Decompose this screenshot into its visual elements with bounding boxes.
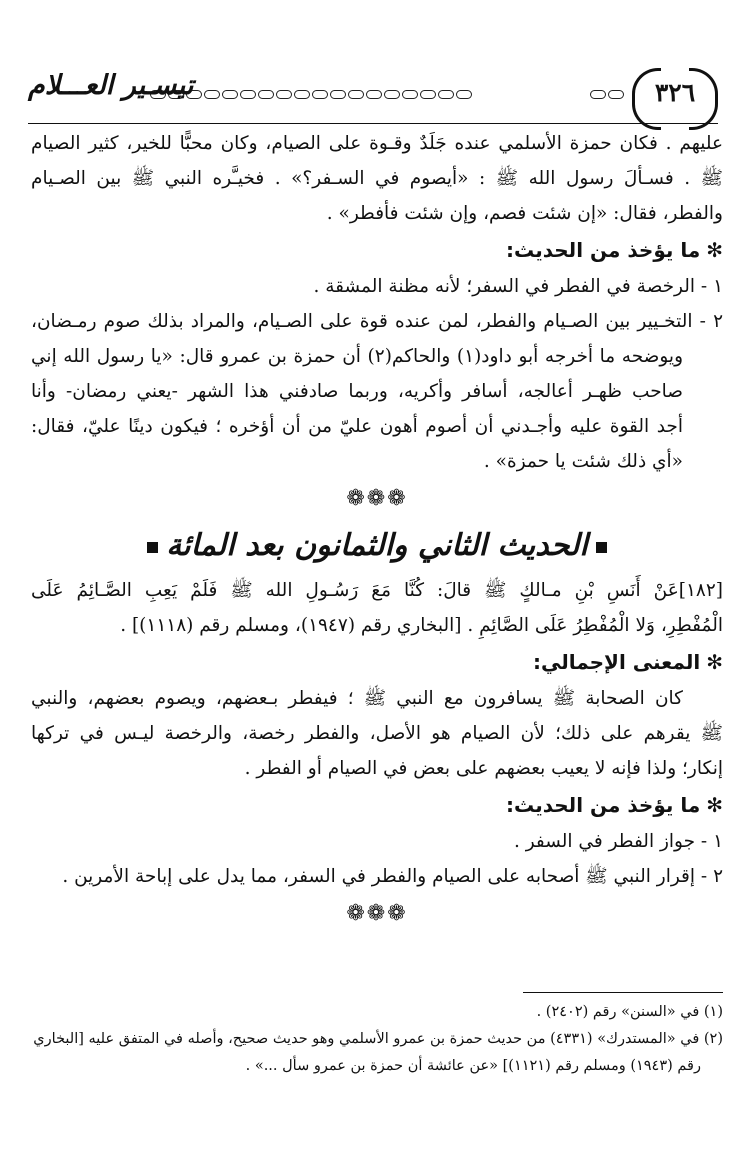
list-item: ٢ - إقرار النبي ﷺ أصحابه على الصيام والفطر في السفر، مما يدل على إباحة الأمرين . bbox=[62, 866, 723, 887]
square-bullet-icon bbox=[147, 542, 158, 553]
list-item: ١ - الرخصة في الفطر في السفر؛ لأنه مظنة المشقة . bbox=[313, 276, 723, 297]
footnote-divider bbox=[523, 992, 723, 993]
text-line: ﷺ يقرهم على ذلك؛ لأن الصيام هو الأصل، والفطر رخصة، والرخصة ليـس في تركها bbox=[31, 723, 723, 744]
page-number: ٣٢٦ bbox=[654, 78, 696, 107]
book-title: تيسـير العـــلام bbox=[28, 70, 194, 101]
page-body bbox=[31, 126, 723, 934]
section-heading: ✻ما يؤخذ من الحديث: bbox=[506, 238, 723, 262]
header-rule bbox=[28, 123, 718, 124]
header-ornament-chain bbox=[150, 90, 472, 102]
footnote: (١) في «السنن» رقم (٢٤٠٢) . bbox=[536, 1004, 723, 1020]
text-line: أجد القوة عليه وأجـدني أن أصوم أهون عليّ من أن أؤخره ؛ فيكون دينًا عليّ، فقال: bbox=[31, 416, 683, 437]
hadith-text-line: [١٨٢]عَنْ أَنَسِ بْنِ مـالكٍ ﷺ قالَ: كُنَّا مَعَ رَسُـولِ الله ﷺ فَلَمْ يَعِبِ الصَّـائِمُ عَلَى bbox=[31, 580, 723, 601]
asterisk-icon: ✻ bbox=[706, 238, 723, 262]
text-line: «أي ذلك شئت يا حمزة» . bbox=[483, 451, 683, 472]
header-ornament-short bbox=[590, 90, 624, 102]
footnote: (٢) في «المستدرك» (٤٣٣١) من حديث حمزة بن عمرو الأسلمي وهو حديث صحيح، وأصله في المتفق عليه [البخاري bbox=[33, 1031, 723, 1047]
page-header bbox=[28, 62, 718, 128]
text-line: كان الصحابة ﷺ يسافرون مع النبي ﷺ ؛ فيفطر بـعضهم، ويصوم بعضهم، والنبي bbox=[31, 688, 683, 709]
text-line: إنكار؛ ولذا فإنه لا يعيب بعضهم على بعض في الصيام أو الفطر . bbox=[244, 758, 723, 779]
square-bullet-icon bbox=[596, 542, 607, 553]
asterisk-icon: ✻ bbox=[706, 793, 723, 817]
page-number-frame bbox=[632, 68, 718, 124]
text-line: عليهم . فكان حمزة الأسلمي عنده جَلَدٌ وقـوة على الصيام، وكان محبًّا للخير، كثير الصيام bbox=[31, 133, 723, 154]
hadith-title: الحديث الثاني والثمانون بعد المائة bbox=[31, 519, 723, 573]
flower-ornament-icon: ❁❁❁ bbox=[346, 901, 408, 926]
list-item: ١ - جواز الفطر في السفر . bbox=[513, 831, 723, 852]
flower-ornament-icon: ❁❁❁ bbox=[346, 486, 408, 511]
hadith-text-line: الْمُفْطِرِ، وَلا الْمُفْطِرُ عَلَى الصَّائِمِ . [البخاري رقم (١٩٤٧)، ومسلم رقم (١١١٨)] . bbox=[120, 615, 723, 636]
text-line: ويوضحه ما أخرجه أبو داود(١) والحاكم(٢) أن حمزة بن عمرو قال: «يا رسول الله إني bbox=[31, 346, 684, 367]
list-item: ٢ - التخـيير بين الصـيام والفطر، لمن عنده قوة على الصـيام، والمراد بذلك صوم رمـضان، bbox=[31, 311, 723, 332]
footnote: رقم (١٩٤٣) ومسلم رقم (١١٢١)] «عن عائشة أن حمزة بن عمرو سأل ...» . bbox=[245, 1058, 701, 1074]
footnotes bbox=[31, 999, 723, 1080]
text-line: والفطر، فقال: «إن شئت فصم، وإن شئت فأفطر» . bbox=[326, 203, 723, 224]
asterisk-icon: ✻ bbox=[706, 650, 723, 674]
text-line: صاحب ظهـر أعالجه، أسافر وأكريه، وربما صادفني هذا الشهر -يعني رمضان- وأنا bbox=[31, 381, 683, 402]
section-heading: ✻ما يؤخذ من الحديث: bbox=[506, 793, 723, 817]
section-heading: ✻المعنى الإجمالي: bbox=[532, 650, 723, 674]
text-line: ﷺ . فسـألَ رسول الله ﷺ : «أيصوم في السـفر؟» . فخيـَّره النبي ﷺ بين الصـيام bbox=[31, 168, 723, 189]
